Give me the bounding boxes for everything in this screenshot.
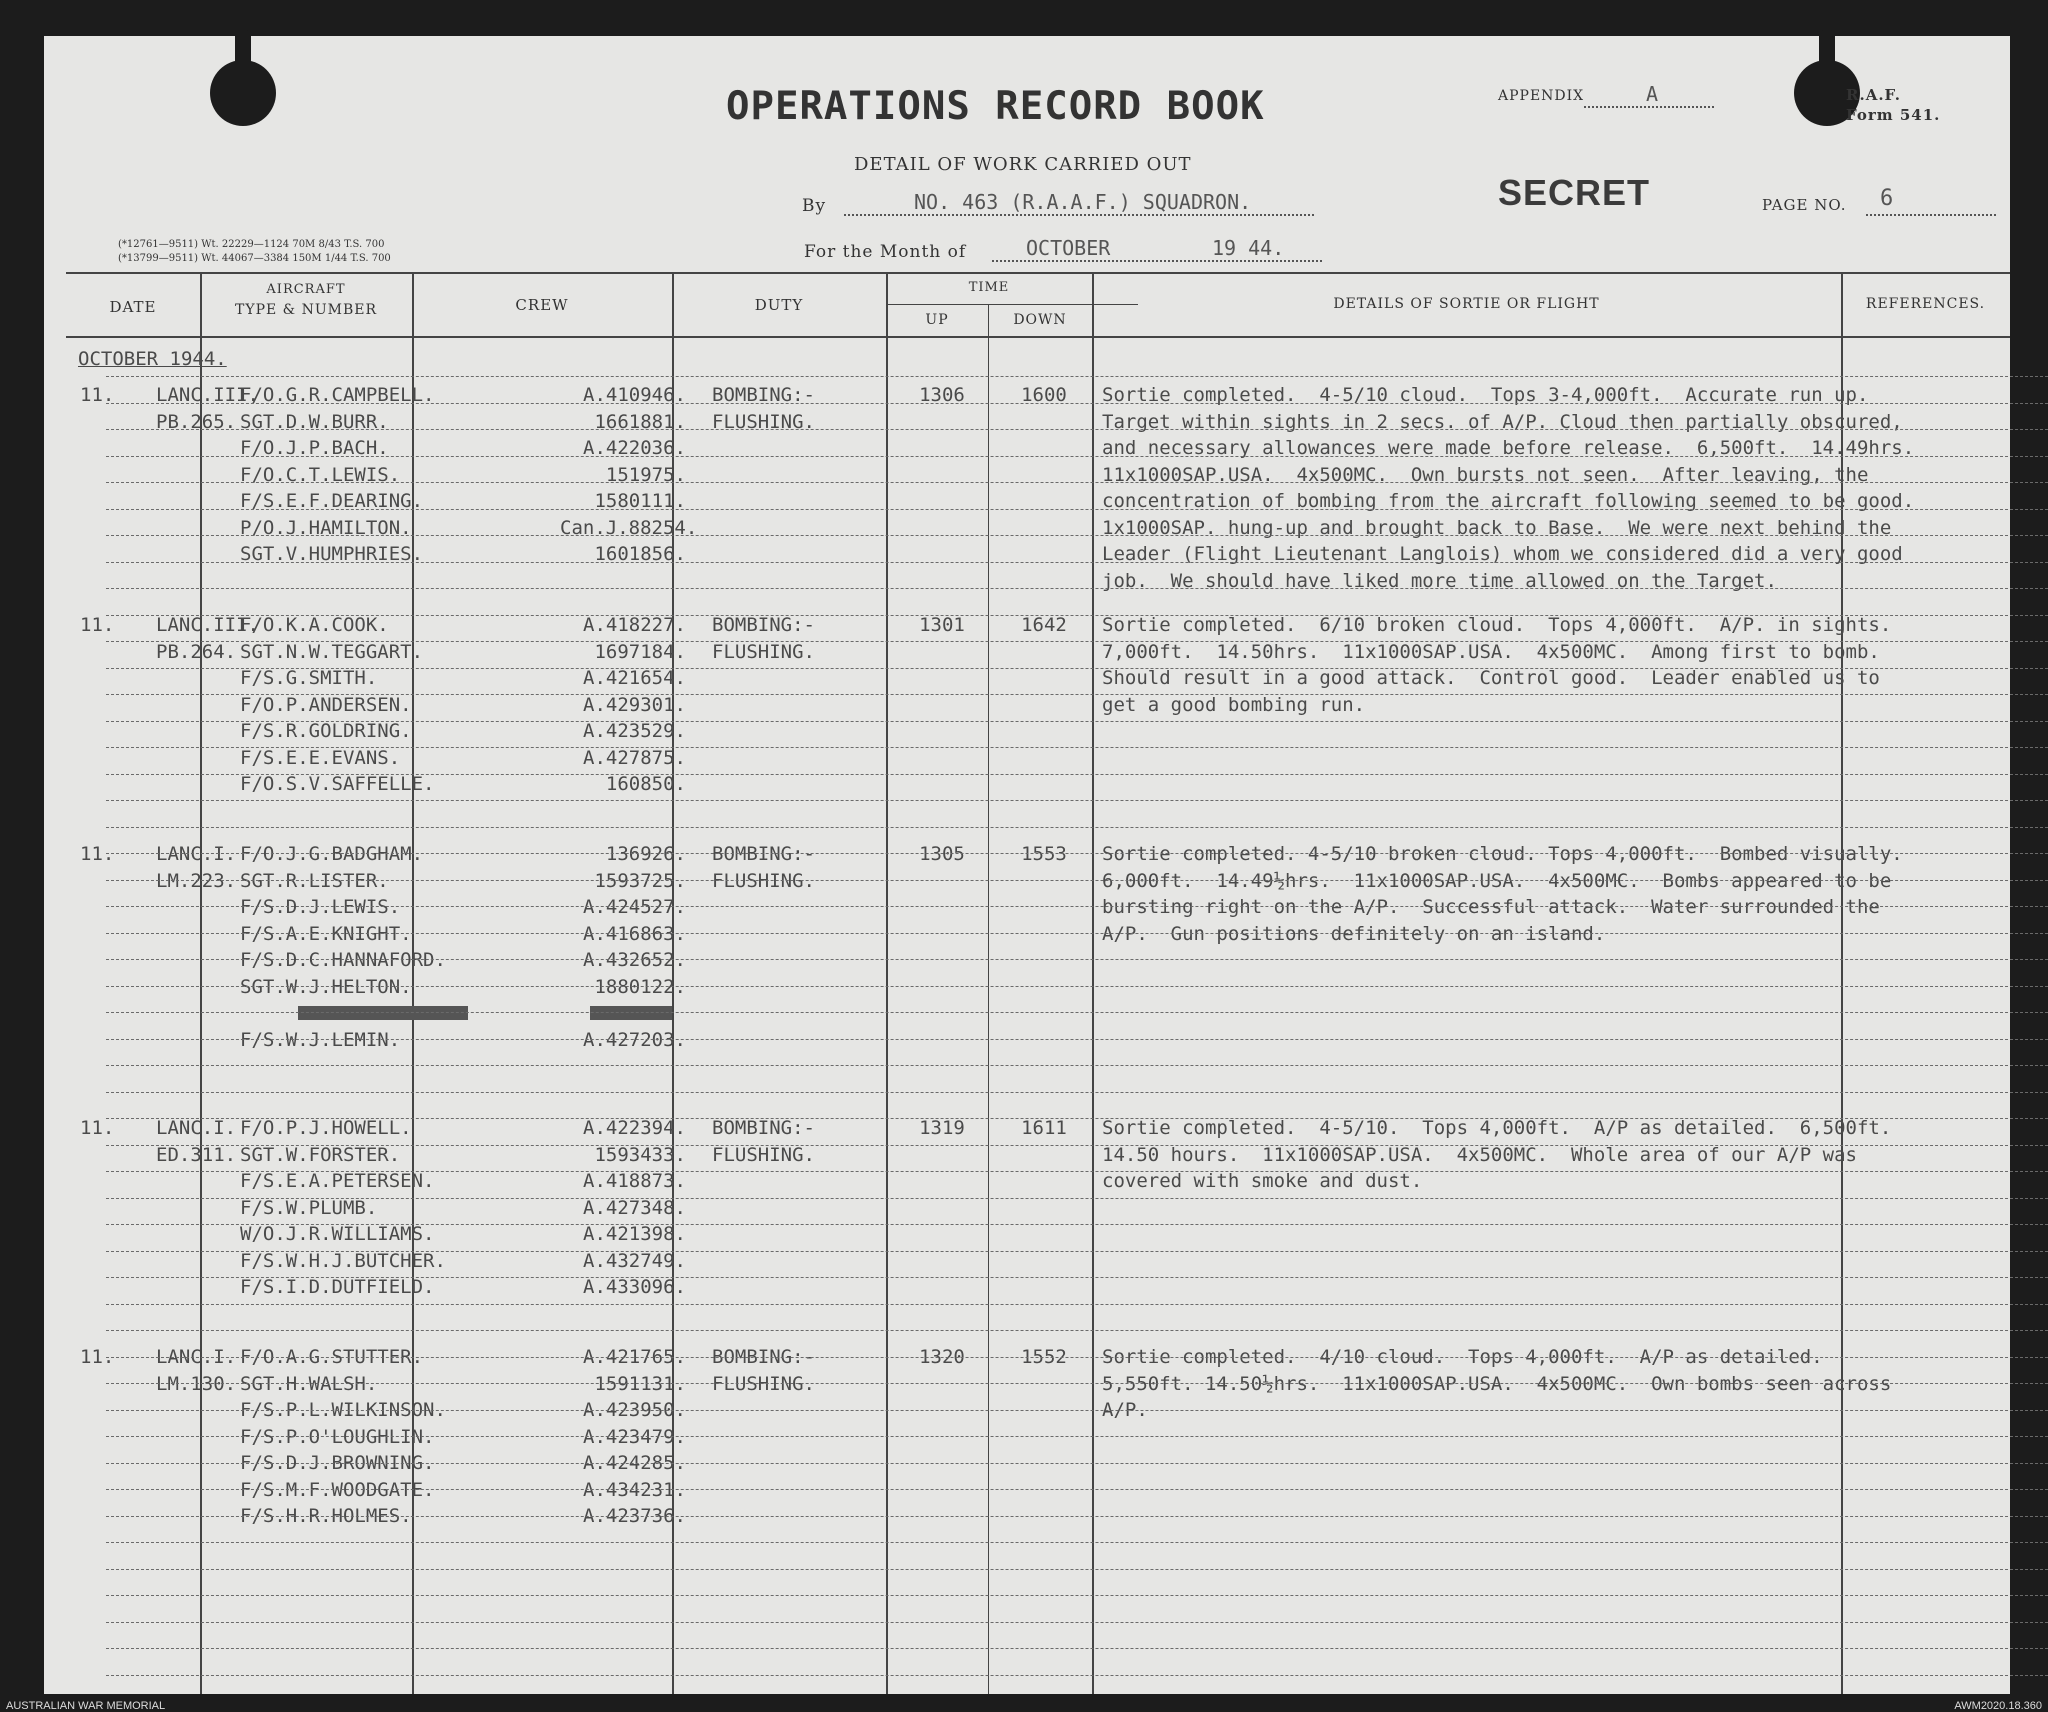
appendix-dotline	[1584, 106, 1714, 108]
print-code	[118, 238, 391, 266]
ruled-line	[106, 1198, 2048, 1199]
ruled-line	[106, 906, 2048, 907]
by-dotline	[844, 214, 1314, 216]
ruled-line	[106, 403, 2048, 404]
ruled-line	[106, 1224, 2048, 1225]
aircraft-number: LM.223.	[156, 869, 237, 892]
crew-number: 1880122.	[594, 975, 686, 998]
duty-line-1: BOMBING:-	[712, 1117, 815, 1139]
duty-line-1: BOMBING:-	[712, 843, 815, 865]
sortie-date: 11.	[80, 1346, 115, 1368]
ruled-line	[106, 1039, 2048, 1040]
record-sheet	[44, 36, 2010, 1694]
ruled-line	[106, 1410, 2048, 1411]
redaction-bar	[298, 1006, 468, 1020]
footer-credit-right: AWM2020.18.360	[1954, 1700, 2042, 1712]
ruled-line	[106, 1092, 2048, 1093]
col-header-duty: DUTY	[754, 296, 804, 314]
table-header-bottom-border	[66, 336, 2010, 338]
crew-name: SGT.V.HUMPHRIES.	[240, 543, 424, 565]
crew-name: F/S.H.R.HOLMES.	[240, 1505, 412, 1527]
col-divider-duty	[886, 272, 888, 1694]
ruled-line	[106, 588, 2048, 589]
crew-name: F/S.M.F.WOODGATE.	[240, 1478, 435, 1501]
sortie-detail-line: 14.50 hours. 11x1000SAP.USA. 4x500MC. Whole area of our A/P was	[1102, 1143, 1857, 1166]
time-down: 1600	[1021, 384, 1067, 406]
crew-name: P/O.J.HAMILTON.	[240, 516, 412, 539]
ruled-line	[106, 1436, 2048, 1437]
classification-stamp: SECRET	[1498, 172, 1651, 213]
sortie-date: 11.	[80, 384, 115, 406]
ruled-line	[106, 959, 2048, 960]
time-down: 1552	[1021, 1346, 1067, 1368]
print-code-line-2: (*13799—9511) Wt. 44067—3384 150M 1/44 T.S. 700	[118, 253, 391, 264]
crew-name: F/S.W.PLUMB.	[240, 1196, 378, 1219]
ruled-line	[106, 1648, 2048, 1649]
squadron-value: NO. 463 (R.A.A.F.) SQUADRON.	[914, 190, 1252, 214]
duty-line-1: BOMBING:-	[712, 614, 815, 636]
ruled-line	[106, 800, 2048, 801]
sortie-detail-line: Leader (Flight Lieutenant Langlois) whom we considered did a very good	[1102, 543, 1903, 565]
crew-number: A.434231.	[583, 1478, 686, 1501]
crew-number: A.433096.	[583, 1276, 686, 1298]
crew-number: A.421765.	[583, 1346, 686, 1368]
duty-line-1: BOMBING:-	[712, 1346, 815, 1368]
crew-number: 151975.	[605, 463, 686, 486]
col-header-details: DETAILS OF SORTIE OR FLIGHT	[1333, 296, 1600, 312]
crew-number: A.421654.	[583, 667, 686, 689]
col-header-date: DATE	[109, 298, 157, 316]
crew-number: 1593725.	[594, 869, 686, 892]
sortie-detail-line: Sortie completed. 6/10 broken cloud. Tops 4,000ft. A/P. in sights.	[1102, 614, 1892, 636]
crew-number: A.424527.	[583, 896, 686, 918]
col-header-aircraft-2: TYPE & NUMBER	[234, 302, 377, 318]
crew-number: A.423529.	[583, 720, 686, 742]
ruled-line	[106, 1357, 2048, 1358]
aircraft-type: LANC.I.	[156, 1117, 237, 1139]
ruled-line	[106, 456, 2048, 457]
sortie-detail-line: concentration of bombing from the aircraft following seemed to be good.	[1102, 490, 1915, 512]
col-header-time: TIME	[968, 280, 1010, 295]
sortie-detail-line: job. We should have liked more time allowed on the Target.	[1102, 569, 1777, 592]
aircraft-type: LANC.III.	[156, 384, 259, 406]
aircraft-number: LM.130.	[156, 1372, 237, 1395]
duty-line-2: FLUSHING.	[712, 1372, 815, 1395]
crew-name: F/S.P.O'LOUGHLIN.	[240, 1425, 435, 1448]
sortie-detail-line: A/P. Gun positions definitely on an island.	[1102, 922, 1606, 945]
month-value: OCTOBER	[1026, 236, 1111, 260]
col-divider-up	[988, 304, 989, 1694]
ruled-line	[106, 1012, 2048, 1013]
crew-number: A.424285.	[583, 1452, 686, 1474]
crew-name: F/S.A.E.KNIGHT.	[240, 922, 412, 945]
sortie-detail-line: 5,550ft. 14.50½hrs. 11x1000SAP.USA. 4x500MC. Own bombs seen across	[1102, 1372, 1892, 1395]
ruled-line	[106, 1304, 2048, 1305]
crew-name: F/O.P.ANDERSEN.	[240, 693, 412, 716]
ruled-line	[106, 1383, 2048, 1384]
ruled-line	[106, 721, 2048, 722]
time-down: 1553	[1021, 843, 1067, 865]
duty-line-2: FLUSHING.	[712, 1143, 815, 1166]
col-header-down: DOWN	[1013, 312, 1067, 328]
ruled-line	[106, 853, 2048, 854]
page-label: PAGE NO.	[1762, 196, 1847, 214]
by-label: By	[802, 196, 827, 216]
crew-number: A.427203.	[583, 1028, 686, 1051]
page-title: OPERATIONS RECORD BOOK	[726, 84, 1265, 129]
sortie-detail-line: get a good bombing run.	[1102, 693, 1366, 716]
sortie-detail-line: Should result in a good attack. Control good. Leader enabled us to	[1102, 667, 1880, 689]
crew-name: F/O.S.V.SAFFELLE.	[240, 773, 435, 795]
crew-name: W/O.J.R.WILLIAMS.	[240, 1223, 435, 1245]
page-dotline	[1866, 214, 1996, 216]
ruled-line	[106, 933, 2048, 934]
crew-name: F/O.J.P.BACH.	[240, 437, 389, 459]
month-heading: OCTOBER 1944.	[78, 348, 227, 370]
crew-number: 1580111.	[594, 490, 686, 512]
sortie-detail-line: A/P.	[1102, 1399, 1148, 1421]
crew-number: A.427348.	[583, 1196, 686, 1219]
crew-number: A.422036.	[583, 437, 686, 459]
sortie-detail-line: 11x1000SAP.USA. 4x500MC. Own bursts not seen. After leaving, the	[1102, 463, 1869, 486]
crew-number: 136926.	[605, 843, 686, 865]
duty-line-2: FLUSHING.	[712, 640, 815, 663]
sortie-detail-line: 1x1000SAP. hung-up and brought back to Base. We were next behind the	[1102, 516, 1892, 539]
ruled-line	[106, 641, 2048, 642]
crew-number: A.429301.	[583, 693, 686, 716]
time-down: 1611	[1021, 1117, 1067, 1139]
print-code-line-1: (*12761—9511) Wt. 22229—1124 70M 8/43 T.S. 700	[118, 239, 385, 250]
sortie-detail-line: covered with smoke and dust.	[1102, 1170, 1423, 1192]
subtitle: DETAIL OF WORK CARRIED OUT	[854, 154, 1192, 175]
ruled-line	[106, 1251, 2048, 1252]
crew-name: SGT.N.W.TEGGART.	[240, 640, 424, 663]
crew-name: SGT.W.FORSTER.	[240, 1143, 401, 1166]
col-divider-date	[200, 272, 202, 1694]
year-value: 19 44.	[1212, 236, 1285, 260]
ruled-line	[106, 429, 2048, 430]
ruled-line	[106, 615, 2048, 616]
ruled-line	[106, 1277, 2048, 1278]
crew-number: A.432749.	[583, 1249, 686, 1272]
crew-number: A.410946.	[583, 384, 686, 406]
ruled-line	[106, 880, 2048, 881]
appendix-value: A	[1646, 82, 1659, 106]
crew-number: A.418227.	[583, 614, 686, 636]
crew-number: A.418873.	[583, 1170, 686, 1192]
ruled-line	[106, 482, 2048, 483]
crew-name: SGT.D.W.BURR.	[240, 410, 389, 433]
ruled-line	[106, 1489, 2048, 1490]
crew-number: A.422394.	[583, 1117, 686, 1139]
ruled-line	[106, 1065, 2048, 1066]
crew-number: A.416863.	[583, 922, 686, 945]
ruled-line	[106, 1118, 2048, 1119]
crew-number: A.421398.	[583, 1223, 686, 1245]
ruled-line	[106, 747, 2048, 748]
sortie-date: 11.	[80, 614, 115, 636]
ruled-line	[106, 986, 2048, 987]
duty-line-2: FLUSHING.	[712, 410, 815, 433]
sortie-detail-line: and necessary allowances were made before release. 6,500ft. 14.49hrs.	[1102, 437, 1915, 459]
time-up: 1320	[919, 1346, 965, 1368]
crew-name: F/S.D.J.BROWNING.	[240, 1452, 435, 1474]
col-header-references: REFERENCES.	[1865, 296, 1986, 312]
crew-name: F/S.G.SMITH.	[240, 667, 378, 689]
aircraft-number: ED.311.	[156, 1143, 237, 1166]
crew-number: A.423950.	[583, 1399, 686, 1421]
form-line-1: R.A.F.	[1846, 86, 1901, 104]
crew-name: F/S.D.J.LEWIS.	[240, 896, 401, 918]
crew-name: F/S.W.H.J.BUTCHER.	[240, 1249, 446, 1272]
ruled-line	[106, 1622, 2048, 1623]
sortie-detail-line: Sortie completed. 4-5/10 broken cloud. Tops 4,000ft. Bombed visually.	[1102, 843, 1903, 865]
crew-name: F/O.A.G.STUTTER.	[240, 1346, 424, 1368]
ruled-line	[106, 509, 2048, 510]
aircraft-type: LANC.III.	[156, 614, 259, 636]
punch-slot-right	[1819, 30, 1835, 100]
ruled-line	[106, 1463, 2048, 1464]
crew-name: F/S.E.E.EVANS.	[240, 746, 401, 769]
time-up: 1305	[919, 843, 965, 865]
time-down: 1642	[1021, 614, 1067, 636]
ruled-line	[106, 827, 2048, 828]
crew-name: F/S.E.A.PETERSEN.	[240, 1170, 435, 1192]
crew-name: F/S.I.D.DUTFIELD.	[240, 1276, 435, 1298]
appendix-label: APPENDIX	[1498, 88, 1585, 104]
crew-name: SGT.R.LISTER.	[240, 869, 389, 892]
col-divider-time	[1092, 272, 1094, 1694]
crew-number: 1661881.	[594, 410, 686, 433]
aircraft-number: PB.264.	[156, 640, 237, 663]
ruled-line	[106, 774, 2048, 775]
crew-name: F/O.K.A.COOK.	[240, 614, 389, 636]
sortie-detail-line: 7,000ft. 14.50hrs. 11x1000SAP.USA. 4x500MC. Among first to bomb.	[1102, 640, 1880, 663]
crew-name: F/S.W.J.LEMIN.	[240, 1028, 401, 1051]
month-dotline	[992, 260, 1322, 262]
sortie-date: 11.	[80, 1117, 115, 1139]
month-label: For the Month of	[804, 242, 967, 262]
ruled-line	[106, 1569, 2048, 1570]
crew-name: F/O.J.G.BADGHAM.	[240, 843, 424, 865]
crew-name: F/S.E.F.DEARING.	[240, 490, 424, 512]
table-top-border	[66, 272, 2010, 274]
form-line-2: Form 541.	[1846, 106, 1941, 124]
crew-number: 160850.	[605, 773, 686, 795]
crew-name: SGT.W.J.HELTON.	[240, 975, 412, 998]
crew-number: A.423479.	[583, 1425, 686, 1448]
ruled-line	[106, 535, 2048, 536]
crew-name: F/O.G.R.CAMPBELL.	[240, 384, 435, 406]
sortie-detail-line: Target within sights in 2 secs. of A/P. Cloud then partially obscured,	[1102, 410, 1903, 433]
time-up: 1301	[919, 614, 965, 636]
ruled-line	[106, 694, 2048, 695]
crew-number: 1591131.	[594, 1372, 686, 1395]
redaction-bar	[590, 1006, 672, 1020]
crew-number: Can.J.88254.	[560, 516, 698, 539]
duty-line-2: FLUSHING.	[712, 869, 815, 892]
crew-number: A.423736.	[583, 1505, 686, 1527]
col-header-up: UP	[925, 312, 949, 328]
ruled-line	[106, 1145, 2048, 1146]
aircraft-type: LANC.I.	[156, 843, 237, 865]
aircraft-number: PB.265.	[156, 410, 237, 433]
ruled-line	[106, 562, 2048, 563]
ruled-line	[106, 1595, 2048, 1596]
crew-name: SGT.H.WALSH.	[240, 1372, 378, 1395]
footer-credit-left: AUSTRALIAN WAR MEMORIAL	[6, 1700, 166, 1712]
ruled-line	[106, 1171, 2048, 1172]
crew-name: F/S.P.L.WILKINSON.	[240, 1399, 446, 1421]
crew-name: F/S.R.GOLDRING.	[240, 720, 412, 742]
ruled-line	[106, 376, 2048, 377]
crew-number: A.427875.	[583, 746, 686, 769]
col-header-crew: CREW	[515, 296, 569, 314]
crew-number: 1697184.	[594, 640, 686, 663]
time-up: 1319	[919, 1117, 965, 1139]
crew-number: A.432652.	[583, 949, 686, 971]
aircraft-type: LANC.I.	[156, 1346, 237, 1368]
ruled-line	[106, 1516, 2048, 1517]
sortie-detail-line: Sortie completed. 4-5/10 cloud. Tops 3-4,000ft. Accurate run up.	[1102, 384, 1869, 406]
ruled-line	[106, 668, 2048, 669]
sortie-detail-line: Sortie completed. 4-5/10. Tops 4,000ft. A/P as detailed. 6,500ft.	[1102, 1117, 1892, 1139]
sortie-detail-line: Sortie completed. 4/10 cloud. Tops 4,000ft. A/P as detailed.	[1102, 1346, 1823, 1368]
col-header-aircraft-1: AIRCRAFT	[266, 282, 346, 297]
page-number: 6	[1880, 186, 1894, 211]
punch-slot-left	[235, 30, 251, 100]
duty-line-1: BOMBING:-	[712, 384, 815, 406]
crew-number: 1601856.	[594, 543, 686, 565]
ruled-line	[106, 1330, 2048, 1331]
crew-number: 1593433.	[594, 1143, 686, 1166]
ruled-line	[106, 1675, 2048, 1676]
crew-name: F/O.P.J.HOWELL.	[240, 1117, 412, 1139]
crew-name: F/S.D.C.HANNAFORD.	[240, 949, 446, 971]
ruled-line	[106, 1542, 2048, 1543]
sortie-detail-line: 6,000ft. 14.49½hrs. 11x1000SAP.USA. 4x500MC. Bombs appeared to be	[1102, 869, 1892, 892]
time-up: 1306	[919, 384, 965, 406]
sortie-date: 11.	[80, 843, 115, 865]
sortie-detail-line: bursting right on the A/P. Successful attack. Water surrounded the	[1102, 896, 1880, 918]
crew-name: F/O.C.T.LEWIS.	[240, 463, 401, 486]
